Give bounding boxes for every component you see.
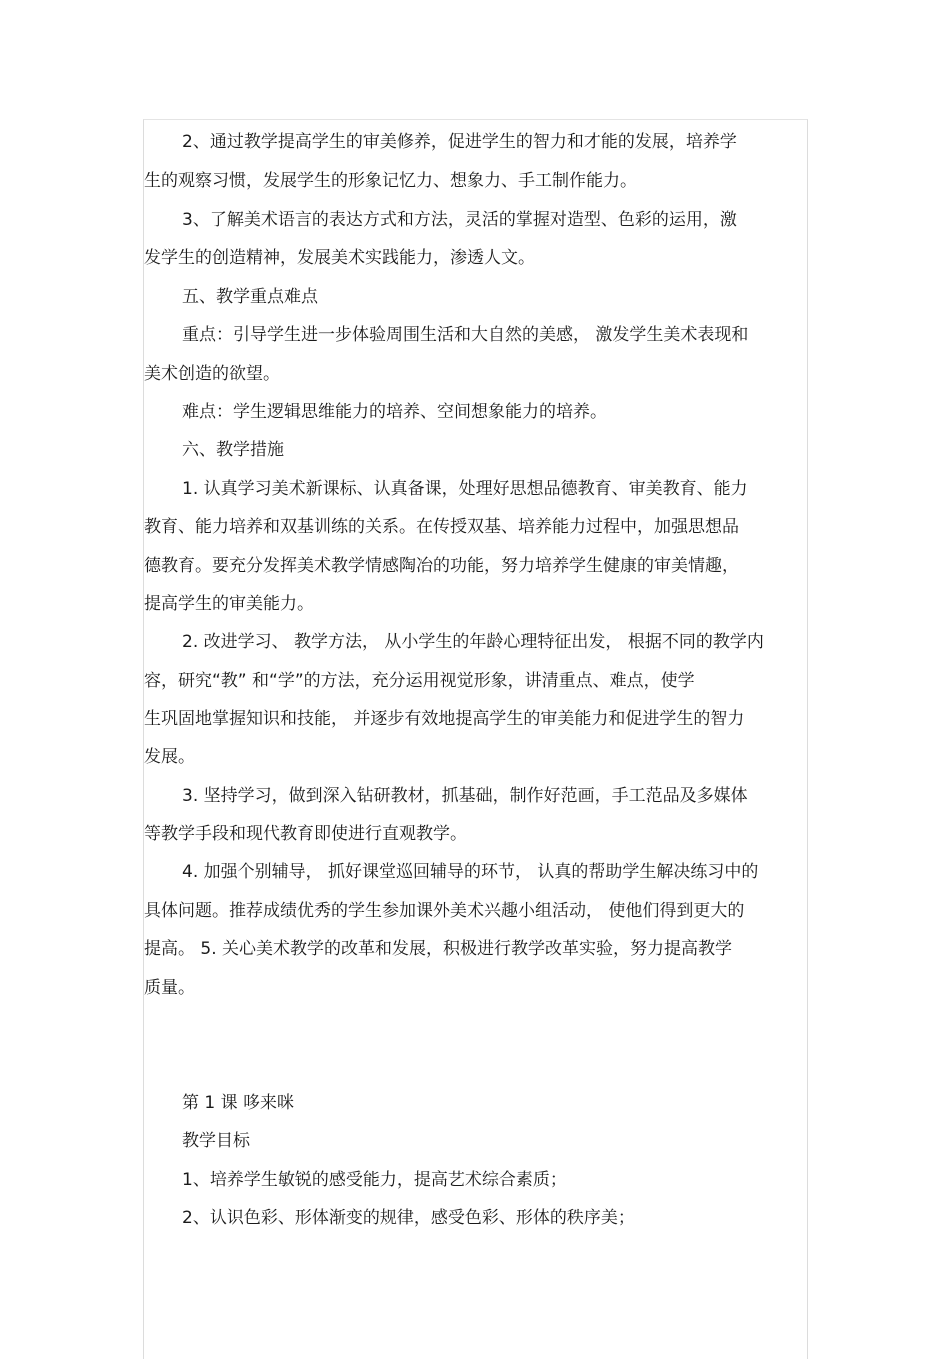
text-line: 难点：学生逻辑思维能力的培养、空间想象能力的培养。 bbox=[182, 402, 607, 422]
text-line: 重点：引导学生进一步体验周围生活和大自然的美感， 激发学生美术表现和 bbox=[182, 325, 749, 345]
text-line: 质量。 bbox=[144, 978, 195, 998]
text-line: 教育、能力培养和双基训练的关系。在传授双基、培养能力过程中，加强思想品 bbox=[144, 517, 739, 537]
text-line: 2、认识色彩、形体渐变的规律，感受色彩、形体的秩序美； bbox=[182, 1208, 635, 1228]
text-line: 4. 加强个别辅导， 抓好课堂巡回辅导的环节， 认真的帮助学生解决练习中的 bbox=[182, 862, 759, 882]
text-line: 提高。 5. 关心美术教学的改革和发展，积极进行教学改革实验，努力提高教学 bbox=[144, 939, 733, 959]
text-line: 生的观察习惯，发展学生的形象记忆力、想象力、手工制作能力。 bbox=[144, 171, 637, 191]
text-line: 2、通过教学提高学生的审美修养，促进学生的智力和才能的发展，培养学 bbox=[182, 132, 737, 152]
text-line: 1、培养学生敏锐的感受能力，提高艺术综合素质； bbox=[182, 1170, 567, 1190]
text-line: 提高学生的审美能力。 bbox=[144, 594, 314, 614]
text-line: 美术创造的欲望。 bbox=[144, 364, 280, 384]
section-heading: 五、教学重点难点 bbox=[182, 287, 318, 307]
text-line: 等教学手段和现代教育即使进行直观教学。 bbox=[144, 824, 467, 844]
lesson-title: 第 1 课 哆来咪 bbox=[182, 1093, 295, 1113]
text-line: 德教育。要充分发挥美术教学情感陶冶的功能，努力培养学生健康的审美情趣， bbox=[144, 556, 739, 576]
text-line: 发展。 bbox=[144, 747, 195, 767]
text-line: 容，研究“教” 和“学”的方法，充分运用视觉形象，讲清重点、难点，使学 bbox=[144, 671, 695, 691]
text-line: 生巩固地掌握知识和技能， 并逐步有效地提高学生的审美能力和促进学生的智力 bbox=[144, 709, 745, 729]
text-line: 1. 认真学习美术新课标、认真备课，处理好思想品德教育、审美教育、能力 bbox=[182, 479, 748, 499]
text-line: 发学生的创造精神，发展美术实践能力，渗透人文。 bbox=[144, 248, 535, 268]
text-line: 具体问题。推荐成绩优秀的学生参加课外美术兴趣小组活动， 使他们得到更大的 bbox=[144, 901, 745, 921]
text-line: 2. 改进学习、 教学方法， 从小学生的年龄心理特征出发， 根据不同的教学内 bbox=[182, 632, 764, 652]
text-line: 3、了解美术语言的表达方式和方法，灵活的掌握对造型、色彩的运用，激 bbox=[182, 210, 737, 230]
section-heading: 教学目标 bbox=[182, 1131, 250, 1151]
section-heading: 六、教学措施 bbox=[182, 440, 284, 460]
text-line: 3. 坚持学习，做到深入钻研教材，抓基础，制作好范画，手工范品及多媒体 bbox=[182, 786, 748, 806]
